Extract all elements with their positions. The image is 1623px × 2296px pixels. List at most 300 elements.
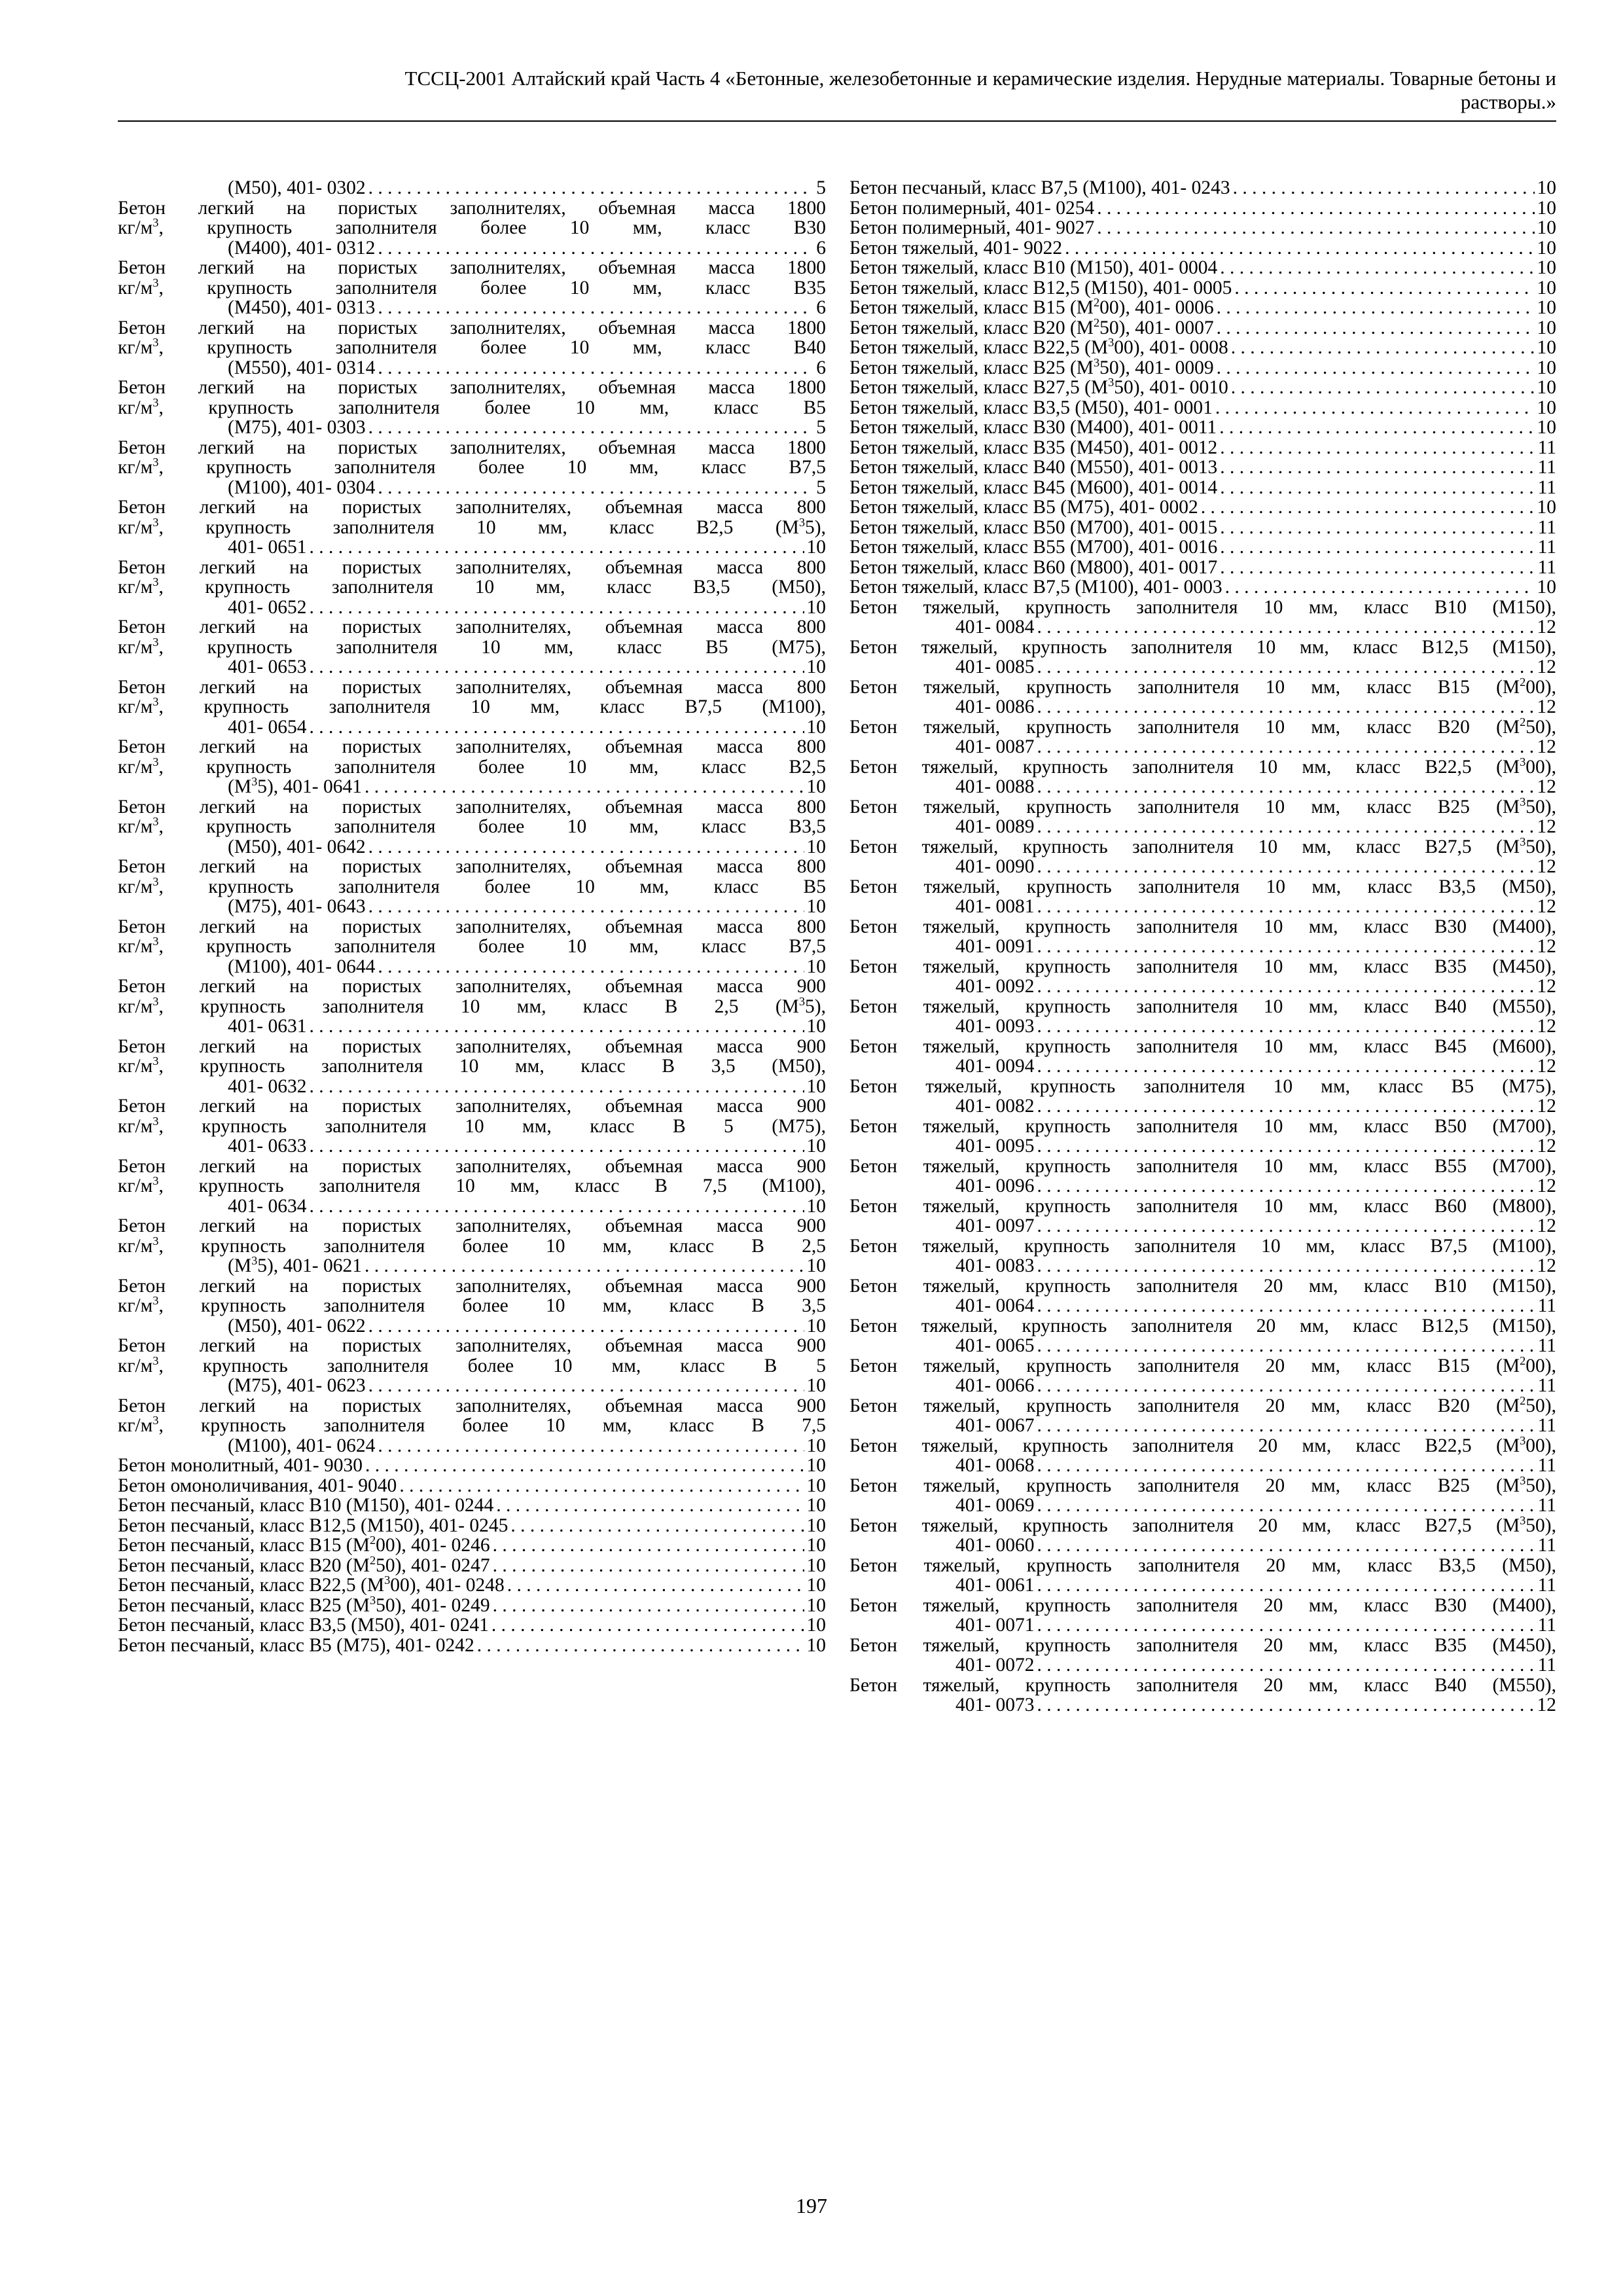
running-header (118, 67, 1556, 114)
index-entry-label: 401- 0061 (955, 1575, 1035, 1596)
index-entry-page-ref: 12 (1537, 1215, 1556, 1236)
index-entry (849, 598, 1556, 637)
index-entry (118, 857, 826, 917)
dot-leader (309, 537, 804, 558)
index-entry-last-line (118, 1456, 826, 1476)
index-entry-last-line (849, 558, 1556, 578)
dot-leader (368, 1376, 804, 1396)
index-entry-label: Бетон тяжелый, класс В60 (М800), 401- 0017 (849, 556, 1218, 578)
index-entry (118, 1037, 826, 1097)
index-entry-last-line (228, 418, 826, 438)
index-entry-text-line: $кг/м^3$, крупность заполнителя более 10 мм, класс В5 (118, 395, 826, 418)
index-entry-text-line: $кг/м^3$, крупность заполнителя 10 мм, класс В5 (М75), (118, 635, 826, 658)
index-entry-text-line: Бетон легкий на пористых заполнителях, объемная масса 900 (118, 1395, 826, 1416)
index-entry-text-line: Бетон тяжелый, крупность заполнителя 20 мм, класс В22,5 $(М^300)$, (849, 1433, 1556, 1456)
dot-leader (1037, 1535, 1535, 1556)
index-entry (118, 1615, 826, 1636)
dot-leader (368, 178, 814, 198)
index-entry (849, 198, 1556, 219)
index-entry (118, 1157, 826, 1217)
index-entry-page-ref: 12 (1537, 936, 1556, 957)
index-entry (118, 1516, 826, 1536)
index-entry-label: 401- 0084 (955, 617, 1035, 637)
index-entry-last-line (228, 1196, 826, 1217)
index-entry-last-line (228, 478, 826, 498)
index-entry (849, 797, 1556, 837)
index-entry-last-line (228, 1436, 826, 1456)
dot-leader (1220, 558, 1535, 578)
index-entry-label: 401- 0073 (955, 1695, 1035, 1715)
index-entry-text-line: $кг/м^3$, крупность заполнителя 10 мм, класс В3,5 (М50), (118, 575, 826, 598)
dot-leader (365, 777, 804, 797)
index-entry-last-line (849, 438, 1556, 458)
index-entry-last-line (228, 238, 826, 259)
dot-leader (1037, 1456, 1535, 1476)
dot-leader (1037, 1176, 1534, 1196)
dot-leader (1220, 258, 1534, 278)
dot-leader (1037, 1655, 1535, 1676)
index-entry-text-line: Бетон тяжелый, крупность заполнителя 10 мм, класс В7,5 (М100), (849, 1235, 1556, 1257)
index-entry-text-line: $кг/м^3$, крупность заполнителя 10 мм, класс В2,5 $(М^35)$, (118, 515, 826, 538)
index-entry-label: 401- 0071 (955, 1615, 1035, 1636)
index-entry-text-line: $кг/м^3$, крупность заполнителя 10 мм, класс В 3,5 (М50), (118, 1054, 826, 1077)
index-entry-label: Бетон тяжелый, класс В3,5 (М50), 401- 0001 (849, 397, 1213, 418)
index-entry-page-ref: 10 (806, 776, 826, 797)
index-entry-text-line: Бетон тяжелый, крупность заполнителя 10 мм, класс В12,5 (М150), (849, 636, 1556, 658)
index-entry-text-line: Бетон легкий на пористых заполнителях, объемная масса 1800 (118, 197, 826, 219)
dot-leader (493, 1556, 804, 1576)
index-entry-last-line (955, 1376, 1556, 1396)
dot-leader (309, 657, 804, 677)
index-entry-last-line (849, 457, 1556, 478)
dot-leader (378, 358, 813, 378)
index-entry-text-line: $кг/м^3$, крупность заполнителя более 10 мм, класс В2,5 (118, 755, 826, 778)
dot-leader (309, 1196, 804, 1217)
dot-leader (309, 1016, 804, 1037)
dot-leader (1220, 438, 1535, 458)
index-entry-label: 401- 0081 (955, 896, 1035, 917)
index-entry (849, 298, 1556, 318)
index-entry-label: Бетон песчаный, класс В12,5 (М150), 401- 0245 (118, 1515, 508, 1536)
index-entry-text-line: Бетон тяжелый, крупность заполнителя 20 мм, класс В15 $(М^200)$, (849, 1354, 1556, 1376)
dot-leader (1215, 398, 1535, 418)
index-entry-text-line: Бетон легкий на пористых заполнителях, объемная масса 800 (118, 796, 826, 817)
dot-leader (1220, 478, 1535, 498)
index-entry-last-line (955, 977, 1556, 997)
index-entry-last-line (849, 355, 1556, 378)
index-entry-label: 401- 0092 (955, 976, 1035, 997)
index-entry-label: 401- 0654 (228, 716, 307, 738)
index-entry-label: 401- 0633 (228, 1136, 307, 1157)
index-column-right (849, 178, 1556, 1715)
index-entry (118, 1575, 826, 1596)
dot-leader (1037, 937, 1534, 957)
dot-leader (1037, 1615, 1535, 1636)
index-entry (118, 438, 826, 498)
index-entry-page-ref: 10 (806, 1195, 826, 1217)
index-entry-page-ref: 12 (1537, 736, 1556, 757)
index-entry-text-line: Бетон тяжелый, крупность заполнителя 20 мм, класс В27,5 $(М^350)$, (849, 1513, 1556, 1536)
index-entry (849, 218, 1556, 238)
dot-leader (493, 1535, 804, 1556)
index-entry-page-ref: 10 (806, 1455, 826, 1476)
index-entry-text-line: Бетон тяжелый, крупность заполнителя 10 мм, класс В22,5 $(М^300)$, (849, 755, 1556, 778)
index-entry-page-ref: 10 (806, 1594, 826, 1616)
index-entry-page-ref: 11 (1537, 1575, 1556, 1596)
index-entry (849, 1433, 1556, 1476)
index-entry-page-ref: 10 (806, 1435, 826, 1456)
index-entry-label: Бетон тяжелый, 401- 9022 (849, 237, 1063, 259)
dot-leader (1037, 1695, 1534, 1715)
index-entry-label: Бетон песчаный, класс В25 $(М^350)$, 401- 0249 (118, 1593, 490, 1616)
index-entry-text-line: Бетон легкий на пористых заполнителях, объемная масса 900 (118, 1155, 826, 1177)
index-entry (118, 1636, 826, 1656)
index-entry-label: Бетон тяжелый, класс В40 (М550), 401- 0013 (849, 457, 1218, 478)
index-entry-last-line (955, 1136, 1556, 1157)
index-entry-text-line: $кг/м^3$, крупность заполнителя более 10 мм, класс В7,5 (118, 456, 826, 478)
index-entry-text-line: Бетон тяжелый, крупность заполнителя 10 мм, класс В15 $(М^200)$, (849, 675, 1556, 698)
index-entry (849, 877, 1556, 917)
index-entry-last-line (955, 817, 1556, 837)
index-entry (849, 338, 1556, 358)
index-entry-label: 401- 0088 (955, 776, 1035, 797)
index-entry (118, 797, 826, 857)
index-entry-text-line: $кг/м^3$, крупность заполнителя 10 мм, класс В 5 (М75), (118, 1114, 826, 1137)
index-entry-last-line (955, 1336, 1556, 1356)
index-entry (118, 1593, 826, 1616)
dot-leader (1201, 497, 1535, 518)
index-entry-last-line (849, 178, 1556, 198)
index-entry-last-line (849, 497, 1556, 518)
index-entry-last-line (955, 1016, 1556, 1037)
index-entry-page-ref: 10 (1537, 257, 1556, 278)
index-entry-last-line (955, 1456, 1556, 1476)
dot-leader (309, 1077, 804, 1097)
index-entry-text-line: Бетон легкий на пористых заполнителях, объемная масса 1800 (118, 317, 826, 338)
dot-leader (1233, 178, 1535, 198)
index-entry-page-ref: 10 (806, 656, 826, 677)
index-entry (849, 1236, 1556, 1276)
dot-leader (1037, 617, 1534, 637)
index-entry-page-ref: 10 (1537, 577, 1556, 598)
index-entry-page-ref: 5 (816, 177, 826, 198)
index-entry (118, 917, 826, 977)
index-entry (849, 637, 1556, 677)
index-entry-label: Бетон тяжелый, класс В7,5 (М100), 401- 0003 (849, 577, 1222, 598)
index-entry-page-ref: 10 (1537, 297, 1556, 318)
index-entry-text-line: $кг/м^3$, крупность заполнителя 10 мм, класс В7,5 (М100), (118, 695, 826, 717)
index-entry-label: 401- 0095 (955, 1136, 1035, 1157)
index-entry-label: (М100), 401- 0304 (228, 476, 376, 498)
index-entry-page-ref: 11 (1537, 476, 1556, 498)
dot-leader (1037, 1496, 1535, 1516)
index-entry-page-ref: 10 (1537, 197, 1556, 219)
index-entry (118, 1396, 826, 1456)
index-entry-text-line: Бетон легкий на пористых заполнителях, объемная масса 900 (118, 1096, 826, 1117)
index-entry (118, 318, 826, 378)
dot-leader (1037, 1136, 1534, 1157)
index-entry-last-line (228, 837, 826, 857)
index-entry-page-ref: 12 (1537, 816, 1556, 837)
index-entry-page-ref: 10 (1537, 377, 1556, 398)
index-entry-text-line: Бетон тяжелый, крупность заполнителя 10 мм, класс В3,5 (М50), (849, 876, 1556, 897)
index-entry (118, 1336, 826, 1396)
index-entry-last-line (955, 1056, 1556, 1077)
index-entry-last-line (118, 1553, 826, 1576)
index-entry (118, 258, 826, 318)
index-entry-page-ref: 10 (806, 1575, 826, 1596)
index-entry-last-line (228, 957, 826, 977)
index-entry-page-ref: 10 (806, 1475, 826, 1496)
index-entry-page-ref: 10 (806, 956, 826, 977)
index-entry-last-line (849, 258, 1556, 278)
index-entry-page-ref: 11 (1537, 1455, 1556, 1476)
index-entry (118, 497, 826, 558)
index-entry-text-line: $кг/м^3$, крупность заполнителя более 10 мм, класс В 5 (118, 1354, 826, 1376)
index-entry-label: 401- 0631 (228, 1016, 307, 1037)
index-entry-text-line: Бетон легкий на пористых заполнителях, объемная масса 900 (118, 1335, 826, 1356)
index-entry-text-line: Бетон тяжелый, крупность заполнителя 20 мм, класс В3,5 (М50), (849, 1554, 1556, 1576)
index-entry-label: 401- 0064 (955, 1295, 1035, 1316)
index-entry-text-line: $кг/м^3$, крупность заполнителя более 10 мм, класс В40 (118, 336, 826, 358)
index-entry-last-line (849, 298, 1556, 318)
index-entry-last-line (228, 717, 826, 738)
index-entry (118, 558, 826, 618)
index-entry (849, 957, 1556, 997)
index-entry-page-ref: 12 (1537, 1056, 1556, 1077)
index-entry-last-line (849, 198, 1556, 219)
index-entry-last-line (955, 1496, 1556, 1516)
index-entry (118, 737, 826, 797)
index-entry-page-ref: 10 (806, 1634, 826, 1656)
index-entry-page-ref: 10 (806, 896, 826, 917)
index-entry-label: (М50), 401- 0622 (228, 1315, 366, 1336)
index-entry-last-line (228, 178, 826, 198)
index-entry-page-ref: 10 (806, 1554, 826, 1576)
index-entry-last-line (228, 1077, 826, 1097)
running-header-line-2: растворы.» (1460, 90, 1556, 113)
index-entry-label: 401- 0652 (228, 596, 307, 618)
index-entry-label: Бетон тяжелый, класс В20 $(М^250)$, 401- 0007 (849, 315, 1214, 338)
index-entry-last-line (228, 657, 826, 677)
index-entry (849, 1596, 1556, 1636)
dot-leader (1037, 657, 1534, 677)
dot-leader (1037, 777, 1534, 797)
dot-leader (1037, 1296, 1535, 1316)
dot-leader (378, 1436, 804, 1456)
index-entry-label: (М550), 401- 0314 (228, 357, 376, 378)
index-entry-last-line (955, 1655, 1556, 1676)
index-entry-page-ref: 6 (816, 237, 826, 259)
dot-leader (1037, 1056, 1534, 1077)
index-entry-text-line: Бетон легкий на пористых заполнителях, объемная масса 800 (118, 617, 826, 637)
index-entry-page-ref: 10 (806, 1375, 826, 1396)
index-entry-last-line (849, 478, 1556, 498)
index-entry-last-line (849, 218, 1556, 238)
index-entry-text-line: Бетон тяжелый, крупность заполнителя 20 мм, класс В40 (М550), (849, 1674, 1556, 1696)
index-entry-label: 401- 0096 (955, 1175, 1035, 1196)
index-entry-label: 401- 0083 (955, 1255, 1035, 1276)
dot-leader (507, 1575, 804, 1596)
index-entry-label: 401- 0082 (955, 1096, 1035, 1117)
index-entry-text-line: Бетон тяжелый, крупность заполнителя 10 мм, класс В25 $(М^350)$, (849, 795, 1556, 817)
index-entry-last-line (955, 1535, 1556, 1556)
index-entry-last-line (228, 777, 826, 797)
index-entry (118, 178, 826, 198)
index-entry-text-line: Бетон легкий на пористых заполнителях, объемная масса 1800 (118, 377, 826, 398)
index-entry-page-ref: 12 (1537, 696, 1556, 717)
index-entry-text-line: $кг/м^3$, крупность заполнителя более 10 мм, класс В 3,5 (118, 1294, 826, 1316)
index-entry-last-line (118, 1516, 826, 1536)
index-entry-last-line (228, 1376, 826, 1396)
index-entry-last-line (955, 1216, 1556, 1236)
index-entry-last-line (118, 1636, 826, 1656)
index-entry-label: Бетон песчаный, класс В20 $(М^250)$, 401- 0247 (118, 1553, 490, 1576)
dot-leader (1037, 817, 1534, 837)
index-entry-page-ref: 10 (806, 1615, 826, 1636)
index-entry-label: 401- 0067 (955, 1415, 1035, 1436)
index-entry-text-line: Бетон легкий на пористых заполнителях, объемная масса 1800 (118, 437, 826, 458)
dot-leader (309, 598, 804, 618)
index-entry-page-ref: 11 (1537, 1615, 1556, 1636)
index-entry-label: 401- 0651 (228, 537, 307, 558)
running-header-line-1: ТССЦ-2001 Алтайский край Часть 4 «Бетонные, железобетонные и керамические изделия. Нерудные материалы. Товарные бетоны и (404, 67, 1556, 90)
index-entry-page-ref: 10 (806, 596, 826, 618)
index-entry-last-line (228, 1256, 826, 1276)
index-entry-label: 401- 0087 (955, 736, 1035, 757)
index-entry-text-line: $кг/м^3$, крупность заполнителя более 10 мм, класс В5 (118, 874, 826, 897)
index-entry-text-line: Бетон легкий на пористых заполнителях, объемная масса 900 (118, 1215, 826, 1236)
dot-leader (365, 1256, 804, 1276)
index-entry-last-line (955, 897, 1556, 917)
index-entry-page-ref: 5 (816, 417, 826, 438)
index-entry-label: 401- 0094 (955, 1056, 1035, 1077)
index-entry-label: (М75), 401- 0623 (228, 1375, 366, 1396)
index-entry-page-ref: 12 (1537, 1096, 1556, 1117)
index-entry-last-line (955, 657, 1556, 677)
index-entry-text-line: Бетон легкий на пористых заполнителях, объемная масса 800 (118, 736, 826, 757)
index-entry-page-ref: 11 (1537, 1655, 1556, 1676)
index-entry-label: Бетон тяжелый, класс В27,5 $(М^350)$, 401- 0010 (849, 376, 1228, 398)
index-entry-label: Бетон омоноличивания, 401- 9040 (118, 1475, 397, 1496)
index-entry-label: (М100), 401- 0644 (228, 956, 376, 977)
index-entry-label: 401- 0091 (955, 936, 1035, 957)
index-entry-page-ref: 11 (1537, 516, 1556, 538)
index-entry-text-line: $кг/м^3$, крупность заполнителя более 10 мм, класс В3,5 (118, 815, 826, 837)
index-entry-text-line: Бетон тяжелый, крупность заполнителя 10 мм, класс В10 (М150), (849, 596, 1556, 618)
index-entry (118, 1096, 826, 1157)
index-entry (849, 418, 1556, 438)
dot-leader (1219, 418, 1534, 438)
index-entry-page-ref: 10 (806, 1255, 826, 1276)
index-entry-label: 401- 0069 (955, 1495, 1035, 1516)
index-entry-label: 401- 0634 (228, 1195, 307, 1217)
index-entry-page-ref: 10 (1537, 497, 1556, 518)
index-entry-text-line: Бетон тяжелый, крупность заполнителя 20 мм, класс В20 $(М^250)$, (849, 1393, 1556, 1416)
index-entry-page-ref: 10 (806, 1136, 826, 1157)
index-entry-page-ref: 10 (806, 1535, 826, 1556)
index-entry-last-line (955, 857, 1556, 877)
index-entry-label: 401- 0085 (955, 656, 1035, 677)
index-entry-label: Бетон тяжелый, класс В15 $(М^200)$, 401- 0006 (849, 296, 1214, 318)
index-entry (849, 1513, 1556, 1556)
index-entry-last-line (228, 298, 826, 318)
index-entry-text-line: Бетон легкий на пористых заполнителях, объемная масса 800 (118, 676, 826, 698)
index-entry-text-line: $кг/м^3$, крупность заполнителя 10 мм, класс В 2,5 $(М^35)$, (118, 994, 826, 1017)
index-entry-label: Бетон тяжелый, класс В50 (М700), 401- 0015 (849, 516, 1218, 538)
dot-leader (309, 1136, 804, 1157)
index-entry (849, 438, 1556, 458)
index-column-left (118, 178, 826, 1655)
index-entry-label: 401- 0090 (955, 856, 1035, 877)
index-entry-last-line (849, 537, 1556, 558)
index-entry-label: Бетон тяжелый, класс В5 (М75), 401- 0002 (849, 497, 1198, 518)
index-entry-label: Бетон тяжелый, класс В12,5 (М150), 401- 0005 (849, 277, 1232, 298)
index-entry (849, 717, 1556, 757)
index-entry-label: 401- 0086 (955, 696, 1035, 717)
dot-leader (1037, 697, 1534, 717)
index-entry (849, 278, 1556, 298)
index-entry (849, 1556, 1556, 1596)
index-entry-page-ref: 11 (1537, 437, 1556, 458)
index-entry (849, 558, 1556, 578)
index-entry-label: 401- 0632 (228, 1075, 307, 1097)
index-entry-page-ref: 6 (816, 357, 826, 378)
index-entry-label: (М50), 401- 0302 (228, 177, 366, 198)
index-entry-text-line: Бетон тяжелый, крупность заполнителя 10 мм, класс В45 (М600), (849, 1035, 1556, 1057)
dot-leader (510, 1516, 804, 1536)
dot-leader (1217, 358, 1535, 378)
index-entry-label: 401- 0060 (955, 1535, 1035, 1556)
dot-leader (1231, 338, 1535, 358)
dot-leader (368, 418, 814, 438)
index-entry (118, 1535, 826, 1556)
index-entry-text-line: Бетон легкий на пористых заполнителях, объемная масса 900 (118, 976, 826, 997)
index-entry (849, 1196, 1556, 1236)
dot-leader (493, 1596, 804, 1616)
index-entry (118, 617, 826, 677)
index-entry-text-line: Бетон тяжелый, крупность заполнителя 10 мм, класс В40 (М550), (849, 996, 1556, 1017)
dot-leader (477, 1636, 804, 1656)
index-entry-label: Бетон песчаный, класс В3,5 (М50), 401- 0241 (118, 1615, 489, 1636)
dot-leader (1037, 1575, 1535, 1596)
index-entry-page-ref: 12 (1537, 1695, 1556, 1715)
index-entry-page-ref: 10 (1537, 337, 1556, 358)
index-entry-page-ref: 11 (1537, 556, 1556, 578)
dot-leader (1037, 1336, 1535, 1356)
index-entry-page-ref: 12 (1537, 1255, 1556, 1276)
dot-leader (496, 1496, 804, 1516)
index-entry-last-line (955, 737, 1556, 757)
dot-leader (1065, 238, 1534, 259)
index-entry-last-line (228, 537, 826, 558)
index-entry-label: Бетон песчаный, класс В22,5 $(М^300)$, 401- 0248 (118, 1573, 505, 1596)
index-entry-label: Бетон песчаный, класс В15 $(М^200)$, 401- 0246 (118, 1534, 490, 1556)
index-entry-page-ref: 10 (806, 836, 826, 857)
index-entry (849, 1316, 1556, 1356)
dot-leader (378, 957, 804, 977)
dot-leader (368, 837, 804, 857)
dot-leader (1217, 318, 1535, 338)
index-entry-page-ref: 10 (1537, 177, 1556, 198)
index-entry-label: 401- 0093 (955, 1016, 1035, 1037)
index-entry-label: (М50), 401- 0642 (228, 836, 366, 857)
dot-leader (1037, 1096, 1534, 1117)
dot-leader (1220, 537, 1535, 558)
dot-leader (378, 478, 813, 498)
index-entry-label: Бетон полимерный, 401- 0254 (849, 197, 1095, 219)
index-entry-label: Бетон песчаный, класс В10 (М150), 401- 0244 (118, 1495, 494, 1516)
